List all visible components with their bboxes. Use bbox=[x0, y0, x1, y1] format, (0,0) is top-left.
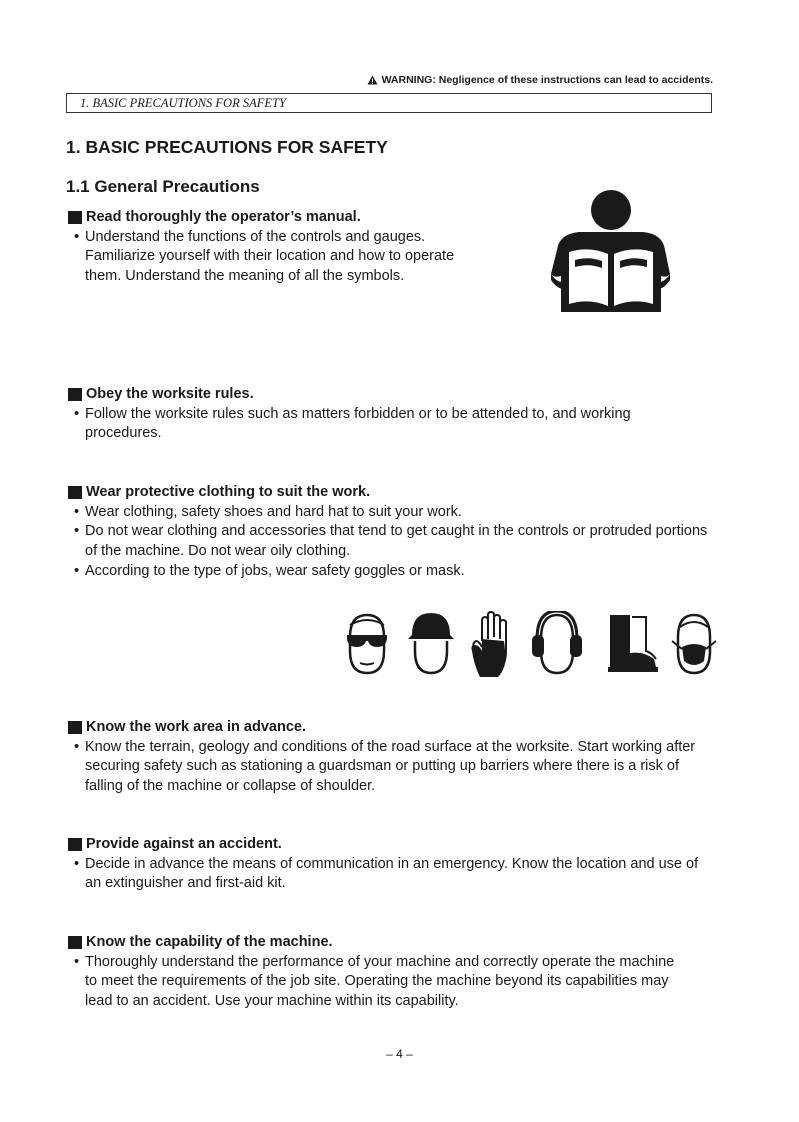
list-item: • Wear clothing, safety shoes and hard hat to suit your work. bbox=[73, 503, 462, 520]
safety-goggles-icon bbox=[342, 611, 392, 677]
warning-banner bbox=[367, 74, 713, 86]
section-protective-clothing bbox=[68, 483, 713, 582]
section-machine-capability bbox=[68, 933, 678, 1012]
section-header-box: 1. BASIC PRECAUTIONS FOR SAFETY bbox=[66, 93, 712, 113]
hard-hat-icon bbox=[406, 611, 456, 677]
list-item: • According to the type of jobs, wear safety goggles or mask. bbox=[73, 562, 465, 579]
section-read-manual bbox=[68, 208, 463, 287]
section-heading: Provide against an accident. bbox=[86, 836, 282, 852]
list-item: • Thoroughly understand the performance of your machine and correctly operate the machine to meet the requirements of the job site. Operating the machine beyond its capabilities may lead to an accident. Use your machine within its capability. bbox=[73, 953, 675, 1010]
page-number: – 4 – bbox=[386, 1047, 413, 1061]
list-item: • Follow the worksite rules such as matters forbidden or to be attended to, and working procedures. bbox=[73, 405, 631, 442]
list-item: • Decide in advance the means of communication in an emergency. Know the location and use of an extinguisher and first-aid kit. bbox=[73, 855, 699, 892]
page-title: 1. BASIC PRECAUTIONS FOR SAFETY bbox=[66, 137, 388, 157]
dust-mask-icon bbox=[668, 611, 720, 677]
square-bullet-icon bbox=[68, 388, 82, 401]
section-heading: Wear protective clothing to suit the work. bbox=[86, 484, 371, 500]
ear-muffs-icon bbox=[530, 611, 584, 677]
square-bullet-icon bbox=[68, 838, 82, 851]
list-item: • Do not wear clothing and accessories that tend to get caught in the controls or protruded portions of the machine. Do not wear oily clothing. bbox=[73, 523, 708, 560]
section-worksite-rules bbox=[68, 385, 688, 444]
warning-text: WARNING: Negligence of these instructions can lead to accidents. bbox=[381, 74, 713, 86]
square-bullet-icon bbox=[68, 936, 82, 949]
square-bullet-icon bbox=[68, 721, 82, 734]
warning-triangle-icon bbox=[367, 75, 378, 85]
section-heading: Know the work area in advance. bbox=[86, 719, 306, 735]
list-item: • Understand the functions of the controls and gauges. Familiarize yourself with their location and how to operate them. Understand the meaning of all the symbols. bbox=[73, 228, 455, 285]
reading-person-icon bbox=[549, 188, 672, 312]
list-item: • Know the terrain, geology and conditions of the road surface at the worksite. Start working after securing safety such as stationing a guardsman or putting up barriers where there is a risk of falling of the machine or collapse of shoulder. bbox=[73, 738, 696, 795]
gloves-icon bbox=[468, 611, 516, 679]
safety-boot-icon bbox=[604, 611, 660, 673]
section-heading: Know the capability of the machine. bbox=[86, 934, 333, 950]
ppe-icon-row bbox=[342, 611, 720, 679]
section-work-area bbox=[68, 718, 718, 797]
subsection-title: 1.1 General Precautions bbox=[66, 177, 260, 196]
section-heading: Read thoroughly the operator’s manual. bbox=[86, 209, 361, 225]
square-bullet-icon bbox=[68, 486, 82, 499]
section-accident-prep bbox=[68, 835, 713, 894]
square-bullet-icon bbox=[68, 211, 82, 224]
section-heading: Obey the worksite rules. bbox=[86, 386, 254, 402]
